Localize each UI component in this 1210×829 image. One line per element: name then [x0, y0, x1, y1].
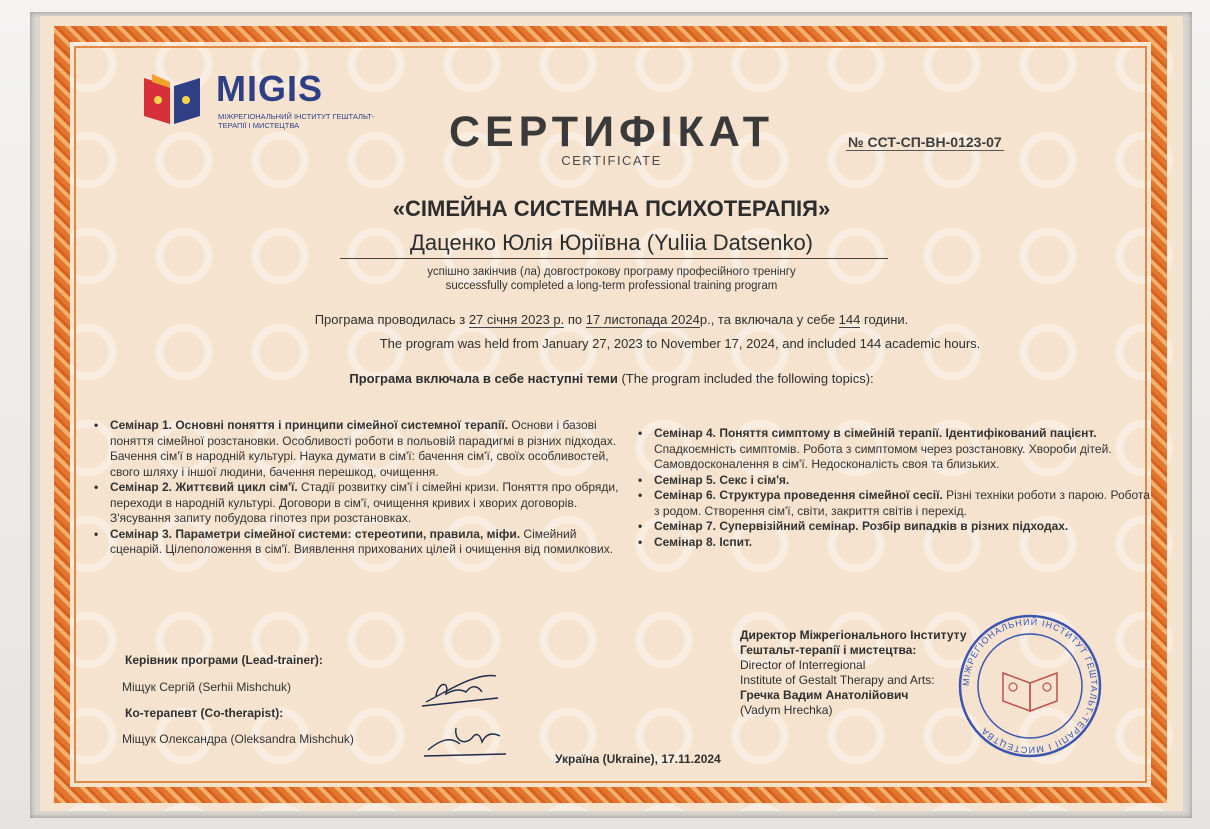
bullet: •	[638, 488, 643, 502]
recipient-name: Даценко Юлія Юріївна (Yuliia Datsenko)	[409, 230, 814, 255]
seminars-right	[632, 426, 1152, 550]
dates-mid2: р., та включала у себе	[699, 312, 836, 327]
logo-subtitle: МІЖРЕГІОНАЛЬНИЙ ІНСТИТУТ ГЕШТАЛЬТ-ТЕРАПІЇ І МИСТЕЦТВА	[218, 112, 375, 130]
program-name: «СІМЕЙНА СИСТЕМНА ПСИХОТЕРАПІЯ»	[392, 196, 831, 221]
bullet: •	[638, 519, 643, 533]
director-title-en-2: Institute of Gestalt Therapy and Arts:	[740, 673, 935, 687]
seminar-body: Сімейний сценарій. Цілеположення в сім'ї. Виявлення прихованих цілей і очищення від помилкових.	[110, 526, 614, 556]
program-dates-ua	[40, 312, 1183, 327]
start-date: 27 січня 2023 р.	[468, 312, 565, 327]
dates-mid: по	[567, 312, 583, 327]
director-title-1: Директор Міжрегіонального Інституту	[740, 628, 967, 642]
certificate-subtitle: CERTIFICATE	[561, 153, 662, 168]
certificate	[40, 16, 1183, 811]
seminar-body: Різні техніки роботи з парою. Робота з родом. Створення сім'ї, світи, закриття світів і перехід.	[654, 488, 1150, 518]
lead-trainer-name: Міщук Сергій (Serhii Mishchuk)	[122, 680, 292, 694]
topics-heading-en: (The program included the following topics):	[621, 371, 874, 386]
seminar-item	[88, 418, 628, 480]
seminar-title: Семінар 5. Секс і сім'я.	[654, 472, 790, 487]
bullet: •	[638, 472, 643, 487]
name-underline	[340, 258, 888, 259]
seminar-title: Семінар 3. Параметри сімейної системи: стереотипи, правила, міфи.	[110, 526, 521, 541]
program-dates-en: The program was held from January 27, 2023 to November 17, 2024, and included 144 academic hours.	[379, 336, 981, 351]
director-name-en: (Vadym Hrechka)	[740, 703, 833, 717]
end-date: 17 листопада 2024	[585, 312, 700, 327]
co-therapist-label: Ко-терапевт (Co-therapist):	[125, 706, 284, 720]
seminars-left	[88, 418, 628, 558]
seminar-body: Основи і базові поняття сімейної розстановки. Особливості роботи в польовій парадигмі в різних підходах. Бачення сім'ї в народній культурі. Наука думати в сім'ї: бачення сім'ї, своїх особливостей, свого шляху і іншої людини, бачення перешкод, очищення.	[110, 418, 617, 479]
dates-prefix: Програма проводилась з	[314, 312, 466, 327]
seminar-item	[632, 488, 1152, 519]
seminar-title: Семінар 6. Структура проведення сімейної сесії.	[654, 488, 943, 502]
hours: 144	[838, 312, 861, 327]
bullet: •	[94, 480, 99, 494]
dates-suffix: години.	[863, 312, 909, 327]
co-therapist-signature	[420, 714, 510, 760]
director-title-en-1: Director of Interregional	[740, 658, 866, 672]
completion-ua: успішно закінчив (ла) довгострокову програму професійного тренінгу	[427, 266, 796, 278]
completion-statement	[40, 265, 1183, 293]
seminar-title: Семінар 2. Життєвий цикл сім'ї.	[110, 480, 298, 494]
bullet: •	[638, 534, 643, 549]
topics-heading-ua: Програма включала в себе наступні теми	[349, 371, 618, 386]
certificate-number: № ССТ-СП-ВН-0123-07	[848, 134, 1002, 150]
bullet: •	[94, 418, 99, 432]
director-name: Гречка Вадим Анатолійович	[740, 688, 909, 702]
topics-heading	[40, 371, 1183, 386]
seminar-title: Семінар 8. Іспит.	[654, 534, 753, 549]
director-title-2: Гештальт-терапії і мистецтва:	[740, 643, 917, 657]
issue-date: Україна (Ukraine), 17.11.2024	[555, 752, 721, 766]
seminar-item	[632, 473, 1152, 489]
institute-stamp	[955, 611, 1105, 761]
seminar-title: Семінар 4. Поняття симптому в сімейній терапії. Ідентифікований пацієнт.	[654, 426, 1097, 440]
seminar-item	[632, 535, 1152, 551]
seminar-body: Спадкоємність симптомів. Робота з симптомом через розстановку. Хвороби дітей. Самовдосконалення в сім'ї. Недосконалість своя та близьких.	[654, 441, 1112, 471]
lead-trainer-signature	[416, 662, 506, 712]
logo-name: MIGIS	[216, 68, 324, 109]
seminar-title: Семінар 1. Основні поняття і принципи сімейної системної терапії.	[110, 418, 509, 432]
co-therapist-name: Міщук Олександра (Oleksandra Mishchuk)	[122, 732, 354, 746]
seminar-body: Стадії розвитку сім'ї і сімейні кризи. Поняття про обряди, переходи в народній культурі. Договори в сім'ї, очищення кривих і хворих договорів. З'ясування запиту побудова гіпотез при розстановках.	[110, 480, 619, 525]
seminar-item	[88, 480, 628, 527]
bullet: •	[94, 526, 99, 541]
completion-en: successfully completed a long-term professional training program	[445, 280, 778, 292]
seminar-title: Семінар 7. Супервізійний семінар. Розбір випадків в різних підходах.	[654, 519, 1069, 533]
lead-trainer-label: Керівник програми (Lead-trainer):	[125, 653, 323, 667]
certificate-title: СЕРТИФІКАТ	[448, 108, 775, 156]
seminar-item	[632, 426, 1152, 473]
seminar-item	[88, 527, 628, 558]
seminar-item	[632, 519, 1152, 535]
bullet: •	[638, 426, 643, 440]
stamp-text: МІЖРЕГІОНАЛЬНИЙ ІНСТИТУТ ГЕШТАЛЬТ-ТЕРАПІЇ І МИСТЕЦТВА	[960, 616, 1100, 756]
